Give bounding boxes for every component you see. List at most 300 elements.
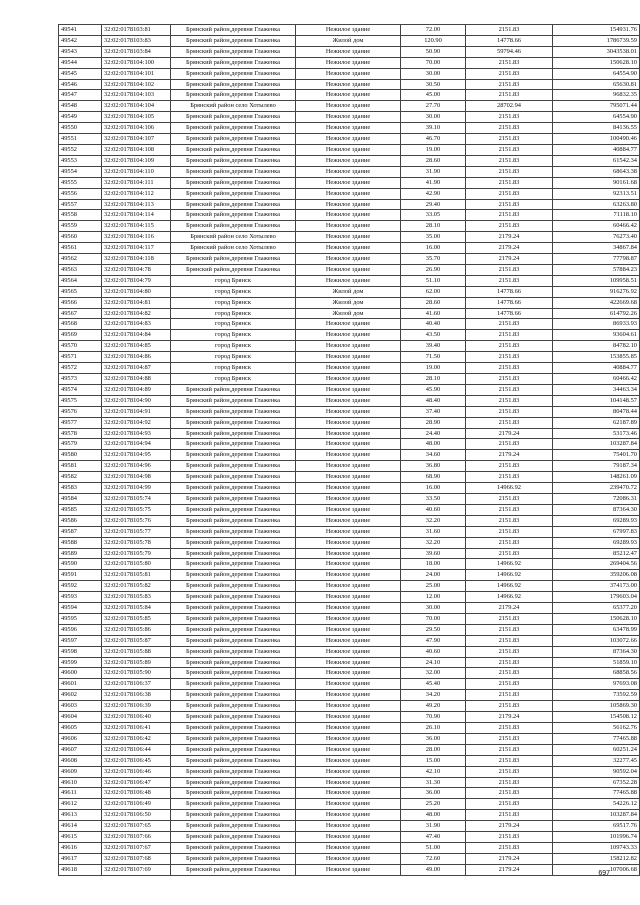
area-cell: 36.00 xyxy=(401,788,466,799)
cadastral-value-cell: 54226.12 xyxy=(553,799,640,810)
unit-value-cell: 2179.24 xyxy=(466,864,553,875)
table-row xyxy=(59,439,640,450)
object-type-cell: Нежилое здание xyxy=(296,112,401,123)
table-row xyxy=(59,90,640,101)
table-row xyxy=(59,352,640,363)
table-row xyxy=(59,515,640,526)
cadastral-number-cell: 32:02:0178105:81 xyxy=(102,570,171,581)
address-cell: Брянский район,деревня Глаженка xyxy=(171,832,296,843)
area-cell: 30.00 xyxy=(401,68,466,79)
unit-value-cell: 14778.66 xyxy=(466,297,553,308)
cadastral-value-cell: 51859.10 xyxy=(553,657,640,668)
address-cell: город Брянск xyxy=(171,341,296,352)
unit-value-cell: 2151.83 xyxy=(466,690,553,701)
unit-value-cell: 2151.83 xyxy=(466,461,553,472)
address-cell: Брянский район,деревня Глаженка xyxy=(171,417,296,428)
cadastral-value-cell: 1786739.59 xyxy=(553,35,640,46)
address-cell: Брянский район,деревня Глаженка xyxy=(171,515,296,526)
cadastral-value-cell: 614792.26 xyxy=(553,308,640,319)
unit-value-cell: 2151.83 xyxy=(466,188,553,199)
row-number-cell: 49593 xyxy=(59,592,102,603)
cadastral-number-cell: 32:02:0178104:94 xyxy=(102,439,171,450)
object-type-cell: Нежилое здание xyxy=(296,515,401,526)
cadastral-value-cell: 69517.76 xyxy=(553,821,640,832)
object-type-cell: Нежилое здание xyxy=(296,90,401,101)
unit-value-cell: 14966.92 xyxy=(466,483,553,494)
unit-value-cell: 2151.83 xyxy=(466,210,553,221)
cadastral-value-cell: 374173.00 xyxy=(553,581,640,592)
object-type-cell: Нежилое здание xyxy=(296,842,401,853)
area-cell: 34.20 xyxy=(401,690,466,701)
cadastral-number-cell: 32:02:0178104:84 xyxy=(102,330,171,341)
cadastral-number-cell: 32:02:0178104:118 xyxy=(102,254,171,265)
address-cell: Брянский район,деревня Глаженка xyxy=(171,428,296,439)
address-cell: Брянский район,деревня Глаженка xyxy=(171,559,296,570)
table-row xyxy=(59,406,640,417)
unit-value-cell: 2151.83 xyxy=(466,199,553,210)
address-cell: Брянский район,деревня Глаженка xyxy=(171,504,296,515)
cadastral-value-cell: 60251.24 xyxy=(553,744,640,755)
table-row xyxy=(59,592,640,603)
row-number-cell: 49584 xyxy=(59,493,102,504)
address-cell: Брянский район,деревня Глаженка xyxy=(171,537,296,548)
area-cell: 12.00 xyxy=(401,592,466,603)
unit-value-cell: 2151.83 xyxy=(466,177,553,188)
address-cell: город Брянск xyxy=(171,319,296,330)
object-type-cell: Нежилое здание xyxy=(296,275,401,286)
row-number-cell: 49561 xyxy=(59,243,102,254)
unit-value-cell: 2151.83 xyxy=(466,352,553,363)
cadastral-number-cell: 32:02:0178107:68 xyxy=(102,853,171,864)
row-number-cell: 49557 xyxy=(59,199,102,210)
cadastral-value-cell: 109743.33 xyxy=(553,842,640,853)
area-cell: 31.90 xyxy=(401,821,466,832)
unit-value-cell: 14778.66 xyxy=(466,286,553,297)
object-type-cell: Нежилое здание xyxy=(296,690,401,701)
object-type-cell: Нежилое здание xyxy=(296,406,401,417)
unit-value-cell: 2151.83 xyxy=(466,144,553,155)
table-row xyxy=(59,548,640,559)
address-cell: Брянский район,деревня Глаженка xyxy=(171,603,296,614)
object-type-cell: Нежилое здание xyxy=(296,603,401,614)
row-number-cell: 49549 xyxy=(59,112,102,123)
table-row xyxy=(59,493,640,504)
row-number-cell: 49608 xyxy=(59,755,102,766)
row-number-cell: 49618 xyxy=(59,864,102,875)
row-number-cell: 49580 xyxy=(59,450,102,461)
address-cell: Брянский район,деревня Глаженка xyxy=(171,25,296,36)
object-type-cell: Нежилое здание xyxy=(296,384,401,395)
cadastral-number-cell: 32:02:0178104:80 xyxy=(102,286,171,297)
object-type-cell: Жилой дом xyxy=(296,286,401,297)
cadastral-value-cell: 80478.44 xyxy=(553,406,640,417)
address-cell: Брянский район,деревня Глаженка xyxy=(171,46,296,57)
row-number-cell: 49591 xyxy=(59,570,102,581)
row-number-cell: 49567 xyxy=(59,308,102,319)
cadastral-number-cell: 32:02:0178104:107 xyxy=(102,134,171,145)
cadastral-number-cell: 32:02:0178104:87 xyxy=(102,363,171,374)
table-row xyxy=(59,144,640,155)
area-cell: 51.10 xyxy=(401,275,466,286)
cadastral-number-cell: 32:02:0178105:80 xyxy=(102,559,171,570)
table-row xyxy=(59,461,640,472)
unit-value-cell: 14966.92 xyxy=(466,570,553,581)
area-cell: 36.00 xyxy=(401,733,466,744)
unit-value-cell: 2151.83 xyxy=(466,330,553,341)
unit-value-cell: 2179.24 xyxy=(466,450,553,461)
unit-value-cell: 2151.83 xyxy=(466,395,553,406)
object-type-cell: Нежилое здание xyxy=(296,799,401,810)
address-cell: город Брянск xyxy=(171,275,296,286)
cadastral-number-cell: 32:02:0178105:75 xyxy=(102,504,171,515)
address-cell: Брянский район,деревня Глаженка xyxy=(171,221,296,232)
area-cell: 72.00 xyxy=(401,25,466,36)
unit-value-cell: 2151.83 xyxy=(466,363,553,374)
address-cell: Брянский район,деревня Глаженка xyxy=(171,461,296,472)
cadastral-number-cell: 32:02:0178104:79 xyxy=(102,275,171,286)
cadastral-number-cell: 32:02:0178106:49 xyxy=(102,799,171,810)
table-row xyxy=(59,232,640,243)
row-number-cell: 49613 xyxy=(59,810,102,821)
object-type-cell: Нежилое здание xyxy=(296,493,401,504)
cadastral-value-cell: 916276.92 xyxy=(553,286,640,297)
area-cell: 24.40 xyxy=(401,428,466,439)
row-number-cell: 49565 xyxy=(59,286,102,297)
cadastral-value-cell: 53173.46 xyxy=(553,428,640,439)
row-number-cell: 49568 xyxy=(59,319,102,330)
table-row xyxy=(59,101,640,112)
cadastral-value-cell: 269404.56 xyxy=(553,559,640,570)
object-type-cell: Нежилое здание xyxy=(296,701,401,712)
area-cell: 120.90 xyxy=(401,35,466,46)
area-cell: 32.20 xyxy=(401,515,466,526)
object-type-cell: Нежилое здание xyxy=(296,450,401,461)
cadastral-value-cell: 154931.76 xyxy=(553,25,640,36)
object-type-cell: Нежилое здание xyxy=(296,374,401,385)
cadastral-number-cell: 32:02:0178105:78 xyxy=(102,537,171,548)
cadastral-number-cell: 32:02:0178104:91 xyxy=(102,406,171,417)
unit-value-cell: 2151.83 xyxy=(466,406,553,417)
cadastral-value-cell: 75401.70 xyxy=(553,450,640,461)
cadastral-value-cell: 150628.10 xyxy=(553,613,640,624)
area-cell: 16.00 xyxy=(401,483,466,494)
address-cell: Брянский район,деревня Глаженка xyxy=(171,777,296,788)
cadastral-value-cell: 87364.30 xyxy=(553,646,640,657)
table-row xyxy=(59,624,640,635)
area-cell: 70.00 xyxy=(401,613,466,624)
object-type-cell: Нежилое здание xyxy=(296,559,401,570)
unit-value-cell: 2151.83 xyxy=(466,777,553,788)
area-cell: 28.00 xyxy=(401,744,466,755)
area-cell: 51.00 xyxy=(401,842,466,853)
unit-value-cell: 2151.83 xyxy=(466,635,553,646)
object-type-cell: Нежилое здание xyxy=(296,537,401,548)
table-row xyxy=(59,559,640,570)
unit-value-cell: 2151.83 xyxy=(466,733,553,744)
cadastral-number-cell: 32:02:0178104:83 xyxy=(102,319,171,330)
cadastral-number-cell: 32:02:0178104:102 xyxy=(102,79,171,90)
area-cell: 49.20 xyxy=(401,701,466,712)
cadastral-number-cell: 32:02:0178104:108 xyxy=(102,144,171,155)
address-cell: Брянский район,деревня Глаженка xyxy=(171,690,296,701)
cadastral-number-cell: 32:02:0178104:99 xyxy=(102,483,171,494)
object-type-cell: Нежилое здание xyxy=(296,788,401,799)
row-number-cell: 49560 xyxy=(59,232,102,243)
row-number-cell: 49588 xyxy=(59,537,102,548)
cadastral-value-cell: 84782.10 xyxy=(553,341,640,352)
unit-value-cell: 2151.83 xyxy=(466,744,553,755)
address-cell: Брянский район,деревня Глаженка xyxy=(171,624,296,635)
row-number-cell: 49572 xyxy=(59,363,102,374)
row-number-cell: 49544 xyxy=(59,57,102,68)
row-number-cell: 49575 xyxy=(59,395,102,406)
cadastral-number-cell: 32:02:0178105:85 xyxy=(102,613,171,624)
unit-value-cell: 2151.83 xyxy=(466,90,553,101)
row-number-cell: 49578 xyxy=(59,428,102,439)
row-number-cell: 49579 xyxy=(59,439,102,450)
address-cell: Брянский район,деревня Глаженка xyxy=(171,406,296,417)
cadastral-number-cell: 32:02:0178104:98 xyxy=(102,472,171,483)
table-row xyxy=(59,733,640,744)
cadastral-value-cell: 85212.47 xyxy=(553,548,640,559)
address-cell: Брянский район,деревня Глаженка xyxy=(171,439,296,450)
address-cell: Брянский район,деревня Глаженка xyxy=(171,395,296,406)
object-type-cell: Нежилое здание xyxy=(296,504,401,515)
table-row xyxy=(59,570,640,581)
area-cell: 30.50 xyxy=(401,79,466,90)
cadastral-number-cell: 32:02:0178104:103 xyxy=(102,90,171,101)
row-number-cell: 49617 xyxy=(59,853,102,864)
area-cell: 40.40 xyxy=(401,319,466,330)
object-type-cell: Нежилое здание xyxy=(296,744,401,755)
table-row xyxy=(59,799,640,810)
area-cell: 48.40 xyxy=(401,395,466,406)
address-cell: город Брянск xyxy=(171,286,296,297)
cadastral-number-cell: 32:02:0178105:89 xyxy=(102,657,171,668)
cadastral-value-cell: 153855.85 xyxy=(553,352,640,363)
area-cell: 26.90 xyxy=(401,264,466,275)
object-type-cell: Нежилое здание xyxy=(296,177,401,188)
unit-value-cell: 2151.83 xyxy=(466,766,553,777)
unit-value-cell: 14778.66 xyxy=(466,308,553,319)
cadastral-number-cell: 32:02:0178103:84 xyxy=(102,46,171,57)
unit-value-cell: 2151.83 xyxy=(466,79,553,90)
cadastral-value-cell: 90161.68 xyxy=(553,177,640,188)
object-type-cell: Нежилое здание xyxy=(296,461,401,472)
cadastral-value-cell: 79187.34 xyxy=(553,461,640,472)
row-number-cell: 49551 xyxy=(59,134,102,145)
address-cell: Брянский район,деревня Глаженка xyxy=(171,701,296,712)
row-number-cell: 49552 xyxy=(59,144,102,155)
object-type-cell: Нежилое здание xyxy=(296,766,401,777)
cadastral-value-cell: 359206.08 xyxy=(553,570,640,581)
cadastral-number-cell: 32:02:0178105:77 xyxy=(102,526,171,537)
cadastral-value-cell: 69289.93 xyxy=(553,515,640,526)
object-type-cell: Нежилое здание xyxy=(296,363,401,374)
row-number-cell: 49573 xyxy=(59,374,102,385)
cadastral-number-cell: 32:02:0178106:45 xyxy=(102,755,171,766)
table-row xyxy=(59,134,640,145)
address-cell: Брянский район,деревня Глаженка xyxy=(171,733,296,744)
row-number-cell: 49601 xyxy=(59,679,102,690)
address-cell: Брянский район,деревня Глаженка xyxy=(171,384,296,395)
cadastral-number-cell: 32:02:0178106:44 xyxy=(102,744,171,755)
address-cell: Брянский район,деревня Глаженка xyxy=(171,210,296,221)
address-cell: Брянский район,деревня Глаженка xyxy=(171,679,296,690)
area-cell: 31.30 xyxy=(401,777,466,788)
object-type-cell: Нежилое здание xyxy=(296,79,401,90)
unit-value-cell: 14966.92 xyxy=(466,559,553,570)
cadastral-value-cell: 60466.42 xyxy=(553,374,640,385)
area-cell: 40.60 xyxy=(401,646,466,657)
row-number-cell: 49596 xyxy=(59,624,102,635)
address-cell: Брянский район,деревня Глаженка xyxy=(171,493,296,504)
row-number-cell: 49570 xyxy=(59,341,102,352)
area-cell: 31.90 xyxy=(401,166,466,177)
cadastral-value-cell: 150628.10 xyxy=(553,57,640,68)
object-type-cell: Нежилое здание xyxy=(296,864,401,875)
object-type-cell: Нежилое здание xyxy=(296,657,401,668)
unit-value-cell: 2151.83 xyxy=(466,832,553,843)
table-body xyxy=(59,25,640,876)
object-type-cell: Нежилое здание xyxy=(296,668,401,679)
unit-value-cell: 2151.83 xyxy=(466,472,553,483)
address-cell: Брянский район село Хотылево xyxy=(171,101,296,112)
cadastral-value-cell: 67352.28 xyxy=(553,777,640,788)
area-cell: 40.60 xyxy=(401,504,466,515)
address-cell: Брянский район,деревня Глаженка xyxy=(171,799,296,810)
unit-value-cell: 2151.83 xyxy=(466,657,553,668)
address-cell: Брянский район,деревня Глаженка xyxy=(171,581,296,592)
cadastral-value-cell: 68858.56 xyxy=(553,668,640,679)
cadastral-number-cell: 32:02:0178104:96 xyxy=(102,461,171,472)
row-number-cell: 49545 xyxy=(59,68,102,79)
address-cell: Брянский район,деревня Глаженка xyxy=(171,144,296,155)
cadastral-value-cell: 68643.38 xyxy=(553,166,640,177)
object-type-cell: Нежилое здание xyxy=(296,352,401,363)
table-row xyxy=(59,712,640,723)
cadastral-value-cell: 40884.77 xyxy=(553,144,640,155)
table-row xyxy=(59,690,640,701)
cadastral-value-cell: 93604.61 xyxy=(553,330,640,341)
row-number-cell: 49597 xyxy=(59,635,102,646)
table-row xyxy=(59,286,640,297)
object-type-cell: Жилой дом xyxy=(296,297,401,308)
object-type-cell: Нежилое здание xyxy=(296,526,401,537)
cadastral-number-cell: 32:02:0178104:95 xyxy=(102,450,171,461)
cadastral-value-cell: 96832.35 xyxy=(553,90,640,101)
row-number-cell: 49594 xyxy=(59,603,102,614)
row-number-cell: 49586 xyxy=(59,515,102,526)
cadastral-value-cell: 84136.55 xyxy=(553,123,640,134)
address-cell: Брянский район,деревня Глаженка xyxy=(171,483,296,494)
unit-value-cell: 14966.92 xyxy=(466,592,553,603)
area-cell: 32.00 xyxy=(401,668,466,679)
unit-value-cell: 2151.83 xyxy=(466,624,553,635)
cadastral-value-cell: 67997.83 xyxy=(553,526,640,537)
address-cell: Брянский район,деревня Глаженка xyxy=(171,35,296,46)
cadastral-number-cell: 32:02:0178105:87 xyxy=(102,635,171,646)
table-row xyxy=(59,635,640,646)
area-cell: 72.60 xyxy=(401,853,466,864)
cadastral-number-cell: 32:02:0178106:46 xyxy=(102,766,171,777)
unit-value-cell: 2151.83 xyxy=(466,668,553,679)
area-cell: 68.90 xyxy=(401,472,466,483)
area-cell: 42.10 xyxy=(401,766,466,777)
cadastral-number-cell: 32:02:0178104:105 xyxy=(102,112,171,123)
address-cell: Брянский район,деревня Глаженка xyxy=(171,123,296,134)
address-cell: Брянский район село Хотылево xyxy=(171,232,296,243)
row-number-cell: 49615 xyxy=(59,832,102,843)
object-type-cell: Нежилое здание xyxy=(296,155,401,166)
unit-value-cell: 2151.83 xyxy=(466,57,553,68)
row-number-cell: 49581 xyxy=(59,461,102,472)
address-cell: город Брянск xyxy=(171,363,296,374)
cadastral-value-cell: 77798.87 xyxy=(553,254,640,265)
cadastral-number-cell: 32:02:0178104:113 xyxy=(102,199,171,210)
cadastral-number-cell: 32:02:0178104:101 xyxy=(102,68,171,79)
object-type-cell: Нежилое здание xyxy=(296,254,401,265)
cadastral-number-cell: 32:02:0178106:39 xyxy=(102,701,171,712)
cadastral-number-cell: 32:02:0178105:83 xyxy=(102,592,171,603)
object-type-cell: Нежилое здание xyxy=(296,330,401,341)
table-row xyxy=(59,603,640,614)
address-cell: Брянский район,деревня Глаженка xyxy=(171,570,296,581)
cadastral-number-cell: 32:02:0178103:83 xyxy=(102,35,171,46)
cadastral-number-cell: 32:02:0178104:82 xyxy=(102,308,171,319)
area-cell: 35.00 xyxy=(401,232,466,243)
table-row xyxy=(59,79,640,90)
table-row xyxy=(59,832,640,843)
area-cell: 41.60 xyxy=(401,308,466,319)
area-cell: 28.90 xyxy=(401,417,466,428)
object-type-cell: Жилой дом xyxy=(296,308,401,319)
row-number-cell: 49614 xyxy=(59,821,102,832)
table-row xyxy=(59,526,640,537)
area-cell: 33.05 xyxy=(401,210,466,221)
area-cell: 45.40 xyxy=(401,679,466,690)
address-cell: Брянский район,деревня Глаженка xyxy=(171,842,296,853)
row-number-cell: 49571 xyxy=(59,352,102,363)
cadastral-number-cell: 32:02:0178104:109 xyxy=(102,155,171,166)
table-row xyxy=(59,264,640,275)
cadastral-number-cell: 32:02:0178104:112 xyxy=(102,188,171,199)
address-cell: Брянский район,деревня Глаженка xyxy=(171,744,296,755)
area-cell: 29.40 xyxy=(401,199,466,210)
cadastral-number-cell: 32:02:0178106:50 xyxy=(102,810,171,821)
cadastral-value-cell: 154508.12 xyxy=(553,712,640,723)
table-row xyxy=(59,853,640,864)
area-cell: 28.60 xyxy=(401,297,466,308)
row-number-cell: 49600 xyxy=(59,668,102,679)
address-cell: Брянский район,деревня Глаженка xyxy=(171,254,296,265)
area-cell: 42.90 xyxy=(401,188,466,199)
address-cell: Брянский район,деревня Глаженка xyxy=(171,853,296,864)
address-cell: Брянский район,деревня Глаженка xyxy=(171,864,296,875)
area-cell: 48.00 xyxy=(401,810,466,821)
address-cell: Брянский район,деревня Глаженка xyxy=(171,548,296,559)
cadastral-number-cell: 32:02:0178107:69 xyxy=(102,864,171,875)
table-row xyxy=(59,744,640,755)
row-number-cell: 49604 xyxy=(59,712,102,723)
object-type-cell: Нежилое здание xyxy=(296,428,401,439)
cadastral-value-cell: 62187.89 xyxy=(553,417,640,428)
area-cell: 43.50 xyxy=(401,330,466,341)
area-cell: 18.00 xyxy=(401,559,466,570)
cadastral-number-cell: 32:02:0178103:81 xyxy=(102,25,171,36)
object-type-cell: Нежилое здание xyxy=(296,810,401,821)
unit-value-cell: 2151.83 xyxy=(466,166,553,177)
